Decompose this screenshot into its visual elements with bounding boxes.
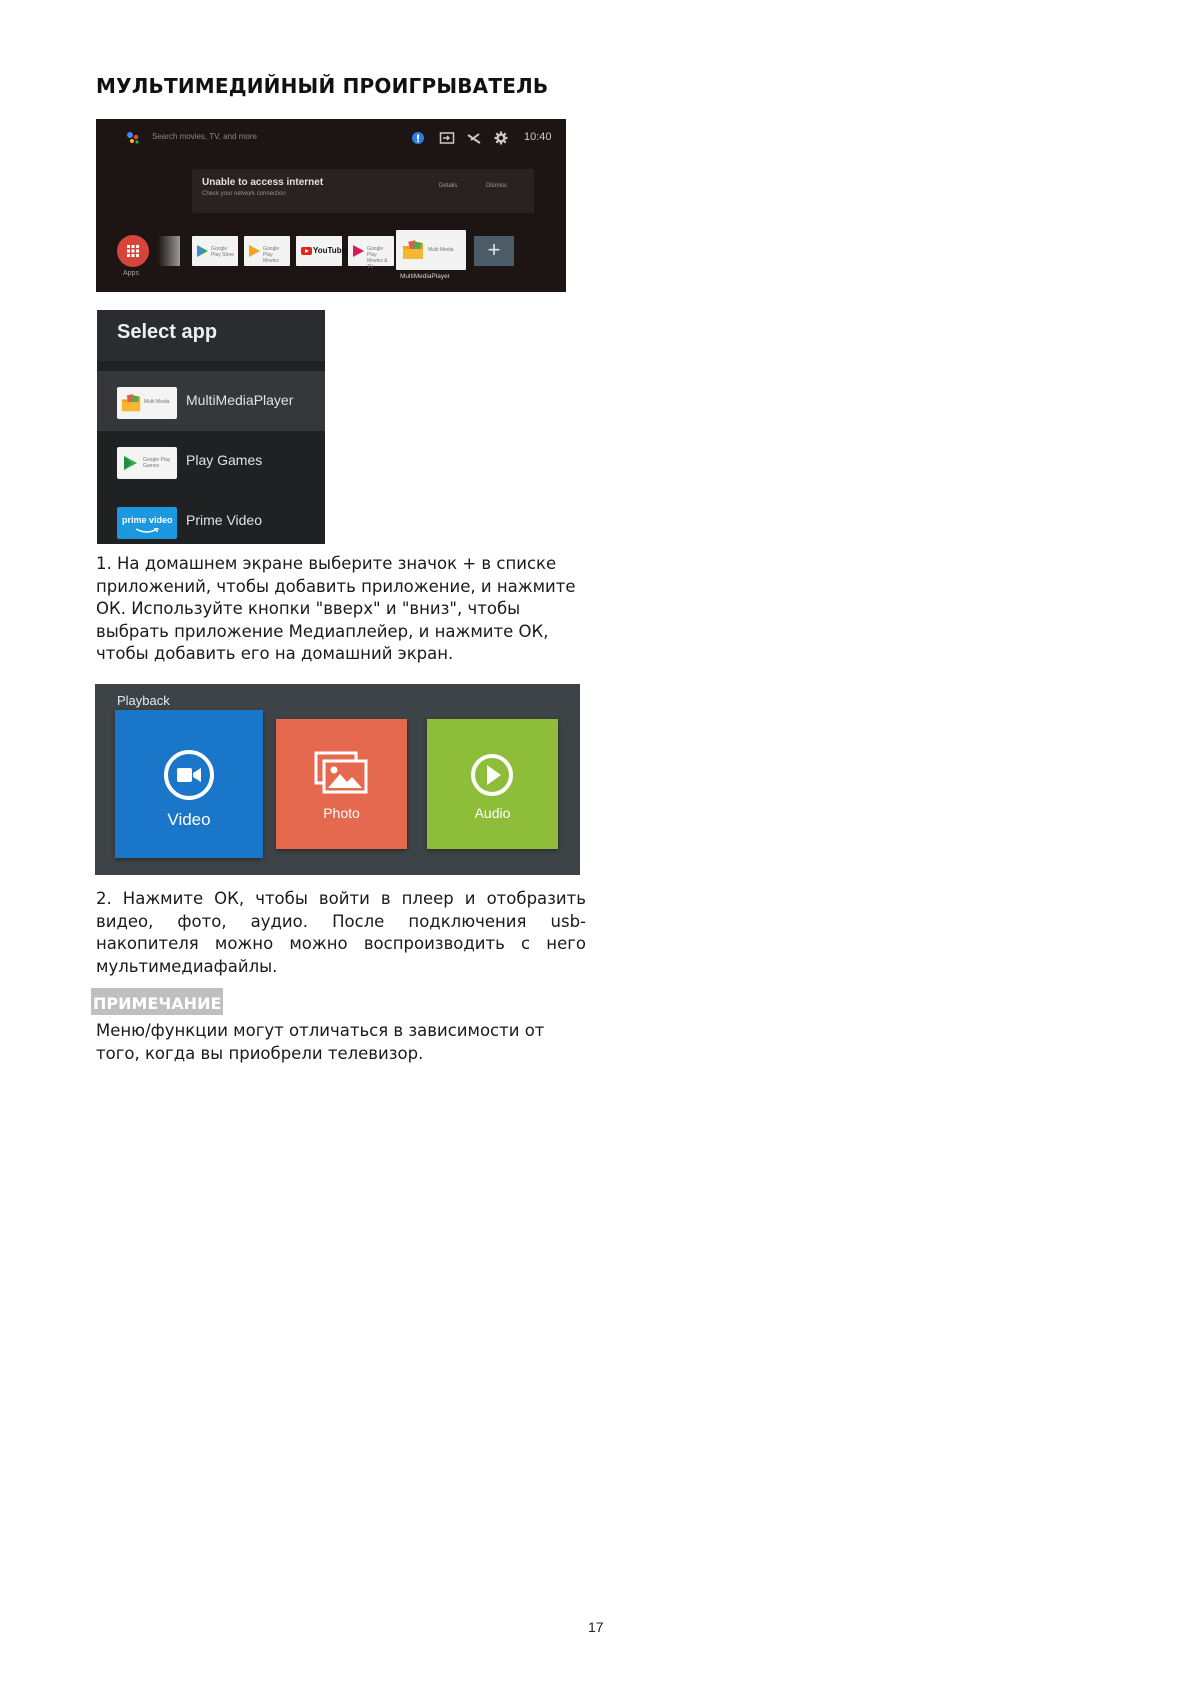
video-camera-icon [162, 748, 216, 802]
playback-screenshot [95, 684, 580, 875]
select-app-label: MultiMediaPlayer [186, 392, 294, 408]
step-1-text: 1. На домашнем экране выберите значок + в списке приложений, чтобы добавить приложение, и нажмите ОК. Используйте кнопки "вверх" и "вниз", чтобы выбрать приложение Медиаплейер, и нажмите ОК, чтобы добавить его на домашний экран. [96, 554, 576, 664]
google-assistant-icon[interactable] [126, 131, 140, 145]
tile-play-store[interactable]: Google Play Store [192, 236, 238, 266]
audio-card-label: Audio [474, 805, 511, 821]
app-thumbnail: Multi Media [117, 387, 177, 419]
photo-card[interactable] [276, 719, 407, 849]
prime-smile-icon [135, 528, 159, 534]
selected-app-label: MultiMediaPlayer [400, 273, 450, 280]
dialog-header [97, 310, 325, 361]
clock: 10:40 [524, 131, 552, 143]
note-label: ПРИМЕЧАНИЕ [91, 988, 223, 1015]
note-text: Меню/функции могут отличаться в зависимости от того, когда вы приобрели телевизор. [96, 1021, 545, 1063]
add-app-button[interactable]: + [474, 236, 514, 266]
play-movies-tv-icon [353, 245, 364, 257]
banner-subtitle: Check your network connection [202, 191, 286, 197]
input-source-icon[interactable] [439, 131, 455, 145]
multimedia-folder-icon [402, 240, 424, 260]
app-thumbnail: prime video [117, 507, 177, 539]
gear-icon[interactable] [494, 131, 508, 145]
tile-play-movies-tv[interactable]: Google Play Movies & TV [348, 236, 394, 266]
app-thumbnail: Google Play Games [117, 447, 177, 479]
tile-multimedia-player[interactable]: Multi Media [396, 230, 466, 270]
youtube-icon [301, 247, 312, 255]
select-app-dialog [97, 310, 325, 544]
apps-label: Apps [123, 270, 139, 277]
select-app-label: Prime Video [186, 512, 263, 528]
select-app-item-prime-video[interactable] [97, 491, 325, 551]
tile-youtube[interactable]: YouTube [296, 236, 342, 266]
select-app-label: Play Games [186, 452, 263, 468]
play-store-icon [197, 245, 208, 257]
apps-button[interactable] [117, 235, 149, 267]
play-circle-icon [469, 752, 515, 798]
network-icon[interactable] [467, 131, 481, 145]
apps-grid-icon [126, 244, 140, 258]
play-games-icon [124, 456, 137, 470]
dialog-title: Select app [117, 321, 218, 343]
step-2-text: 2. Нажмите ОК, чтобы войти в плеер и отобразить видео, фото, аудио. После подключения usb-накопителя можно можно воспроизводить с него мультимедиафайлы. [96, 889, 586, 976]
select-app-item-play-games[interactable] [97, 431, 325, 491]
photo-card-label: Photo [323, 805, 360, 821]
play-movies-icon [249, 245, 260, 257]
video-card-label: Video [167, 810, 211, 829]
internet-warning-banner [192, 169, 534, 213]
tile-play-movies[interactable]: Google Play Movies [244, 236, 290, 266]
search-field[interactable]: Search movies, TV, and more [152, 132, 257, 141]
page-number: 17 [588, 1619, 604, 1635]
dismiss-button[interactable]: Dismiss [486, 183, 507, 189]
details-button[interactable]: Details [439, 183, 458, 189]
page-title: МУЛЬТИМЕДИЙНЫЙ ПРОИГРЫВАТЕЛЬ [96, 74, 549, 98]
photo-gallery-icon [314, 751, 369, 795]
playback-title: Playback [117, 693, 170, 708]
select-app-item-multimedia[interactable] [97, 371, 325, 431]
multimedia-folder-icon [121, 393, 141, 413]
notification-icon[interactable] [411, 131, 425, 145]
audio-card[interactable] [427, 719, 558, 849]
row-fade [158, 236, 180, 266]
home-screen-screenshot [96, 119, 566, 292]
video-card[interactable] [115, 710, 263, 858]
banner-title: Unable to access internet [202, 177, 324, 188]
